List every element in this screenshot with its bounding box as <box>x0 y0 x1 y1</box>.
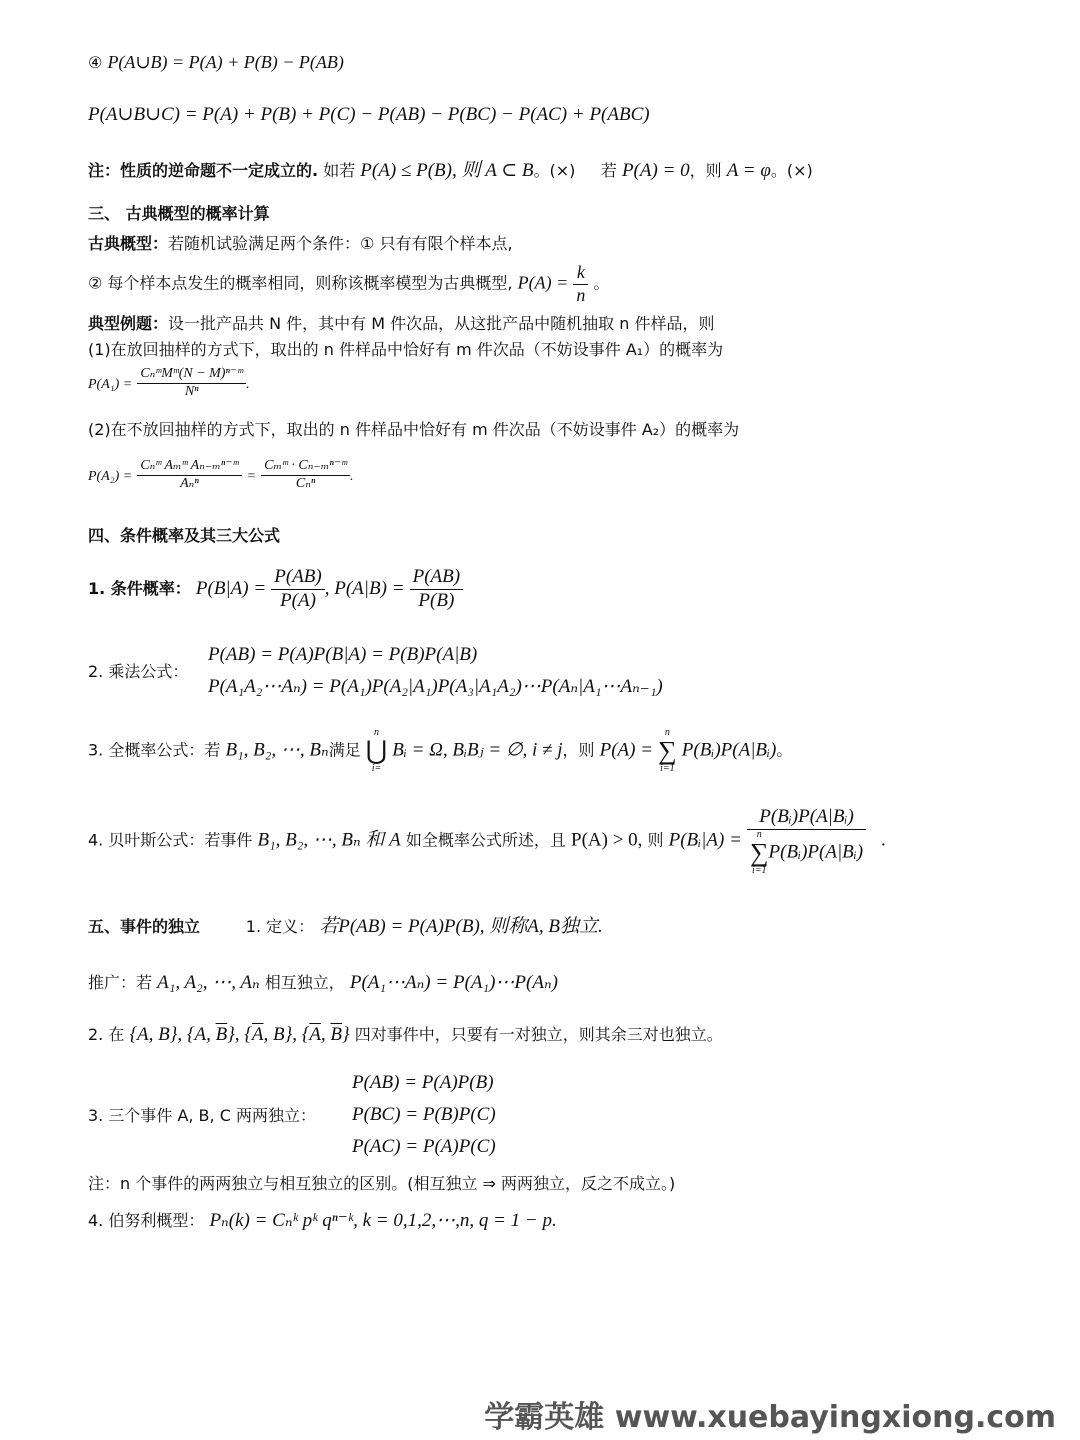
complement-b: $\overline{B}$ <box>215 1024 228 1045</box>
total-probability-label: 3. 全概率公式：若 <box>88 740 221 760</box>
case-2-lhs: P(A₂) = <box>88 468 133 484</box>
fraction-denominator: Cₙⁿ <box>295 475 316 491</box>
fraction-denominator: P(A) <box>280 589 316 611</box>
note-text: 如若 <box>323 161 356 180</box>
pair-text: {A, B}, {A, <box>129 1024 216 1045</box>
bayes-condition: P(A) > 0, <box>571 829 643 851</box>
conditional-lhs-2: , P(A|B) = <box>324 577 405 599</box>
example-lead: 典型例题： <box>88 314 169 333</box>
union-operator <box>366 728 387 774</box>
fraction-denominator: Nⁿ <box>184 383 199 399</box>
fraction-denominator: P(B) <box>418 589 455 611</box>
period: 。 <box>593 273 610 293</box>
case-1-text: (1)在放回抽样的方式下，取出的 n 件样品中恰好有 m 件次品（不妨设事件 A₁）的概率为 <box>88 340 724 359</box>
independence-formula: 若P(AB) = P(A)P(B), 则称A, B独立. <box>319 916 603 937</box>
example-text: 设一批产品共 N 件，其中有 M 件次品，从这批产品中随机抽取 n 件样品，则 <box>168 314 715 333</box>
period: . <box>881 829 887 851</box>
definition-lead: 古典概型： <box>88 234 169 253</box>
fraction-numerator: k <box>573 262 588 285</box>
condition-2-text: ② 每个样本点发生的概率相同，则称该概率模型为古典概型, <box>88 273 513 293</box>
complement-b: $\overline{B}$ <box>330 1024 343 1045</box>
note-formula-2: P(A) = 0 <box>621 160 690 181</box>
extension-formula: P(A₁⋯Aₙ) = P(A₁)⋯P(Aₙ) <box>349 972 558 993</box>
case-2-fraction-2 <box>261 458 350 493</box>
case-1-fraction <box>137 366 246 401</box>
partition-conditions: Bᵢ = Ω, BᵢBⱼ = ∅, i ≠ j <box>392 739 563 761</box>
prop4-line1 <box>88 52 344 74</box>
pair-text: } <box>342 1024 350 1045</box>
prop4-line2 <box>88 104 650 127</box>
fraction-denominator: Aₙⁿ <box>180 475 199 491</box>
total-probability <box>88 728 792 774</box>
pair-text: , <box>320 1024 331 1045</box>
note-lead: 注：性质的逆命题不一定成立的. <box>88 161 319 180</box>
sum-lower-limit: i=1 <box>660 763 675 774</box>
multiplication-label: 2. 乘法公式： <box>88 662 189 681</box>
union-lower-limit: i= <box>371 763 382 774</box>
bayes-events: B₁, B₂, ⋯, Bₙ 和 A <box>257 829 401 851</box>
then-text: 则 <box>647 830 664 850</box>
circled-number-4: ④ <box>88 53 103 72</box>
pairwise-formula-2: P(BC) = P(B)P(C) <box>352 1104 496 1125</box>
independence-extension <box>88 972 558 995</box>
independence-definition <box>88 916 603 939</box>
bernoulli-model <box>88 1210 557 1233</box>
sigma-icon: ∑ <box>750 837 769 867</box>
case-2-text: (2)在不放回抽样的方式下，取出的 n 件样品中恰好有 m 件次品（不妨设事件 A₂）的概率为 <box>88 420 740 439</box>
note-converse <box>88 160 813 183</box>
section-5-title: 五、事件的独立 <box>88 917 201 936</box>
conditional-lhs-1: P(B|A) = <box>195 577 267 599</box>
partition-events: B₁, B₂, ⋯, Bₙ <box>225 739 329 761</box>
k-over-n-fraction <box>573 262 588 306</box>
fraction-numerator: CₙᵐMᵐ(N − M)ⁿ⁻ᵐ <box>137 366 246 384</box>
then-text: ，则 <box>562 740 595 760</box>
pair-text: , B}, { <box>263 1024 310 1045</box>
conditional-label: 1. 条件概率： <box>88 578 191 598</box>
event-pairs <box>129 1024 349 1045</box>
total-probability-lhs: P(A) = <box>599 739 654 761</box>
case-2-fraction-1 <box>137 458 241 493</box>
fraction-numerator: P(AB) <box>410 566 463 590</box>
conditional-fraction-2 <box>410 566 463 613</box>
sum-upper-limit: n <box>664 727 670 738</box>
multiplication-formula-2: P(A₁A₂⋯Aₙ) = P(A₁)P(A₂|A₁)P(A₃|A₁A₂)⋯P(Aₙ|A₁⋯Aₙ₋₁) <box>208 676 663 697</box>
bernoulli-formula: Pₙ(k) = Cₙᵏ pᵏ qⁿ⁻ᵏ, k = 0,1,2,⋯,n, q = 1 − p. <box>209 1210 557 1231</box>
pairwise-label: 3. 三个事件 A, B, C 两两独立： <box>88 1106 316 1125</box>
sigma-icon: ∑ <box>658 736 677 765</box>
union-upper-limit: n <box>373 727 379 738</box>
classical-formula-lhs: P(A) = <box>517 272 569 293</box>
sum-operator <box>658 728 677 774</box>
bayes-denominator-term: P(Bᵢ)P(A|Bᵢ) <box>768 841 864 863</box>
satisfies-text: 满足 <box>328 740 361 760</box>
sum-lower-limit: i=1 <box>752 864 767 876</box>
period: . <box>350 468 354 484</box>
cross-mark-1: 。(×) <box>533 161 576 180</box>
extension-events: A₁, A₂, ⋯, Aₙ <box>157 972 260 993</box>
union-formula-3: P(A∪B∪C) = P(A) + P(B) + P(C) − P(AB) − P(BC) − P(AC) + P(ABC) <box>88 104 650 125</box>
fraction-numerator: Cₘᵐ · Cₙ₋ₘⁿ⁻ᵐ <box>261 458 350 476</box>
complement-a: $\overline{A}$ <box>309 1024 321 1045</box>
total-probability-term: P(Bᵢ)P(A|Bᵢ) <box>681 739 777 761</box>
period: 。 <box>776 740 793 760</box>
case-2-formula: P(A₂) = $\frac{\text{Cₙᵐ Aₘᵐ Aₙ₋ₘⁿ⁻ᵐ}}{\text{Aₙⁿ}}$ = $\frac{\text{Cₘᵐ · Cₙ₋ₘⁿ⁻ᵐ}}{\text{Cₙⁿ}}$ . <box>88 458 354 491</box>
cross-mark-2: 。(×) <box>770 161 813 180</box>
pair-text: }, { <box>227 1024 252 1045</box>
fraction-denominator: n <box>576 284 586 305</box>
four-pairs-text: 四对事件中，只要有一对独立，则其余三对也独立。 <box>354 1025 723 1044</box>
section-3-title: 三、 古典概型的概率计算 <box>88 204 270 223</box>
fraction-denominator <box>747 830 866 876</box>
four-pairs-label: 2. 在 <box>88 1025 125 1044</box>
bernoulli-label: 4. 伯努利概型： <box>88 1211 205 1230</box>
conditional-probability <box>88 566 463 613</box>
footer-watermark: 学霸英雄 www.xuebayingxiong.com <box>484 1400 1056 1435</box>
union-formula-2: P(A∪B) = P(A) + P(B) − P(AB) <box>107 52 344 72</box>
extension-text: 相互独立， <box>264 973 345 992</box>
bayes-lhs: P(Bᵢ|A) = <box>668 829 742 851</box>
period: . <box>246 376 250 392</box>
note-text-3: ，则 <box>689 161 722 180</box>
definition-text: 若随机试验满足两个条件：① 只有有限个样本点, <box>168 234 513 253</box>
pairwise-formula-3: P(AC) = P(A)P(C) <box>352 1136 496 1157</box>
example-intro <box>88 314 714 333</box>
bayes-fraction <box>747 806 866 876</box>
bayes-label: 4. 贝叶斯公式：若事件 <box>88 830 253 850</box>
note-formula-1: P(A) ≤ P(B), 则 A ⊂ B <box>360 160 534 181</box>
conditional-fraction-1 <box>271 566 324 613</box>
classical-condition-2 <box>88 262 609 306</box>
case-1-lhs: P(A₁) = <box>88 376 133 392</box>
case-1-formula <box>88 366 250 401</box>
big-union-icon: ⋃ <box>365 736 388 765</box>
definition-label: 1. 定义： <box>245 917 315 936</box>
sum-upper-limit: n <box>756 828 762 840</box>
fraction-numerator: Cₙᵐ Aₘᵐ Aₙ₋ₘⁿ⁻ᵐ <box>137 458 241 476</box>
bayes-text: 如全概率公式所述，且 <box>405 830 566 850</box>
fraction-numerator: P(Bᵢ)P(A|Bᵢ) <box>747 806 866 830</box>
note-text-2: 若 <box>600 161 617 180</box>
classical-definition <box>88 234 513 253</box>
multiplication-formula-1: P(AB) = P(A)P(B|A) = P(B)P(A|B) <box>208 644 478 665</box>
bayes-formula <box>88 806 886 876</box>
independence-note: 注：n 个事件的两两独立与相互独立的区别。(相互独立 ⇒ 两两独立，反之不成立。) <box>88 1174 676 1193</box>
note-formula-3: A = φ <box>726 160 771 181</box>
bayes-sum-operator <box>750 830 769 876</box>
fraction-numerator: P(AB) <box>271 566 324 590</box>
complement-a: $\overline{A}$ <box>251 1024 264 1045</box>
pairwise-formula-1: P(AB) = P(A)P(B) <box>352 1072 494 1093</box>
four-pairs <box>88 1024 723 1047</box>
extension-label: 推广：若 <box>88 973 153 992</box>
section-4-title: 四、条件概率及其三大公式 <box>88 526 281 545</box>
